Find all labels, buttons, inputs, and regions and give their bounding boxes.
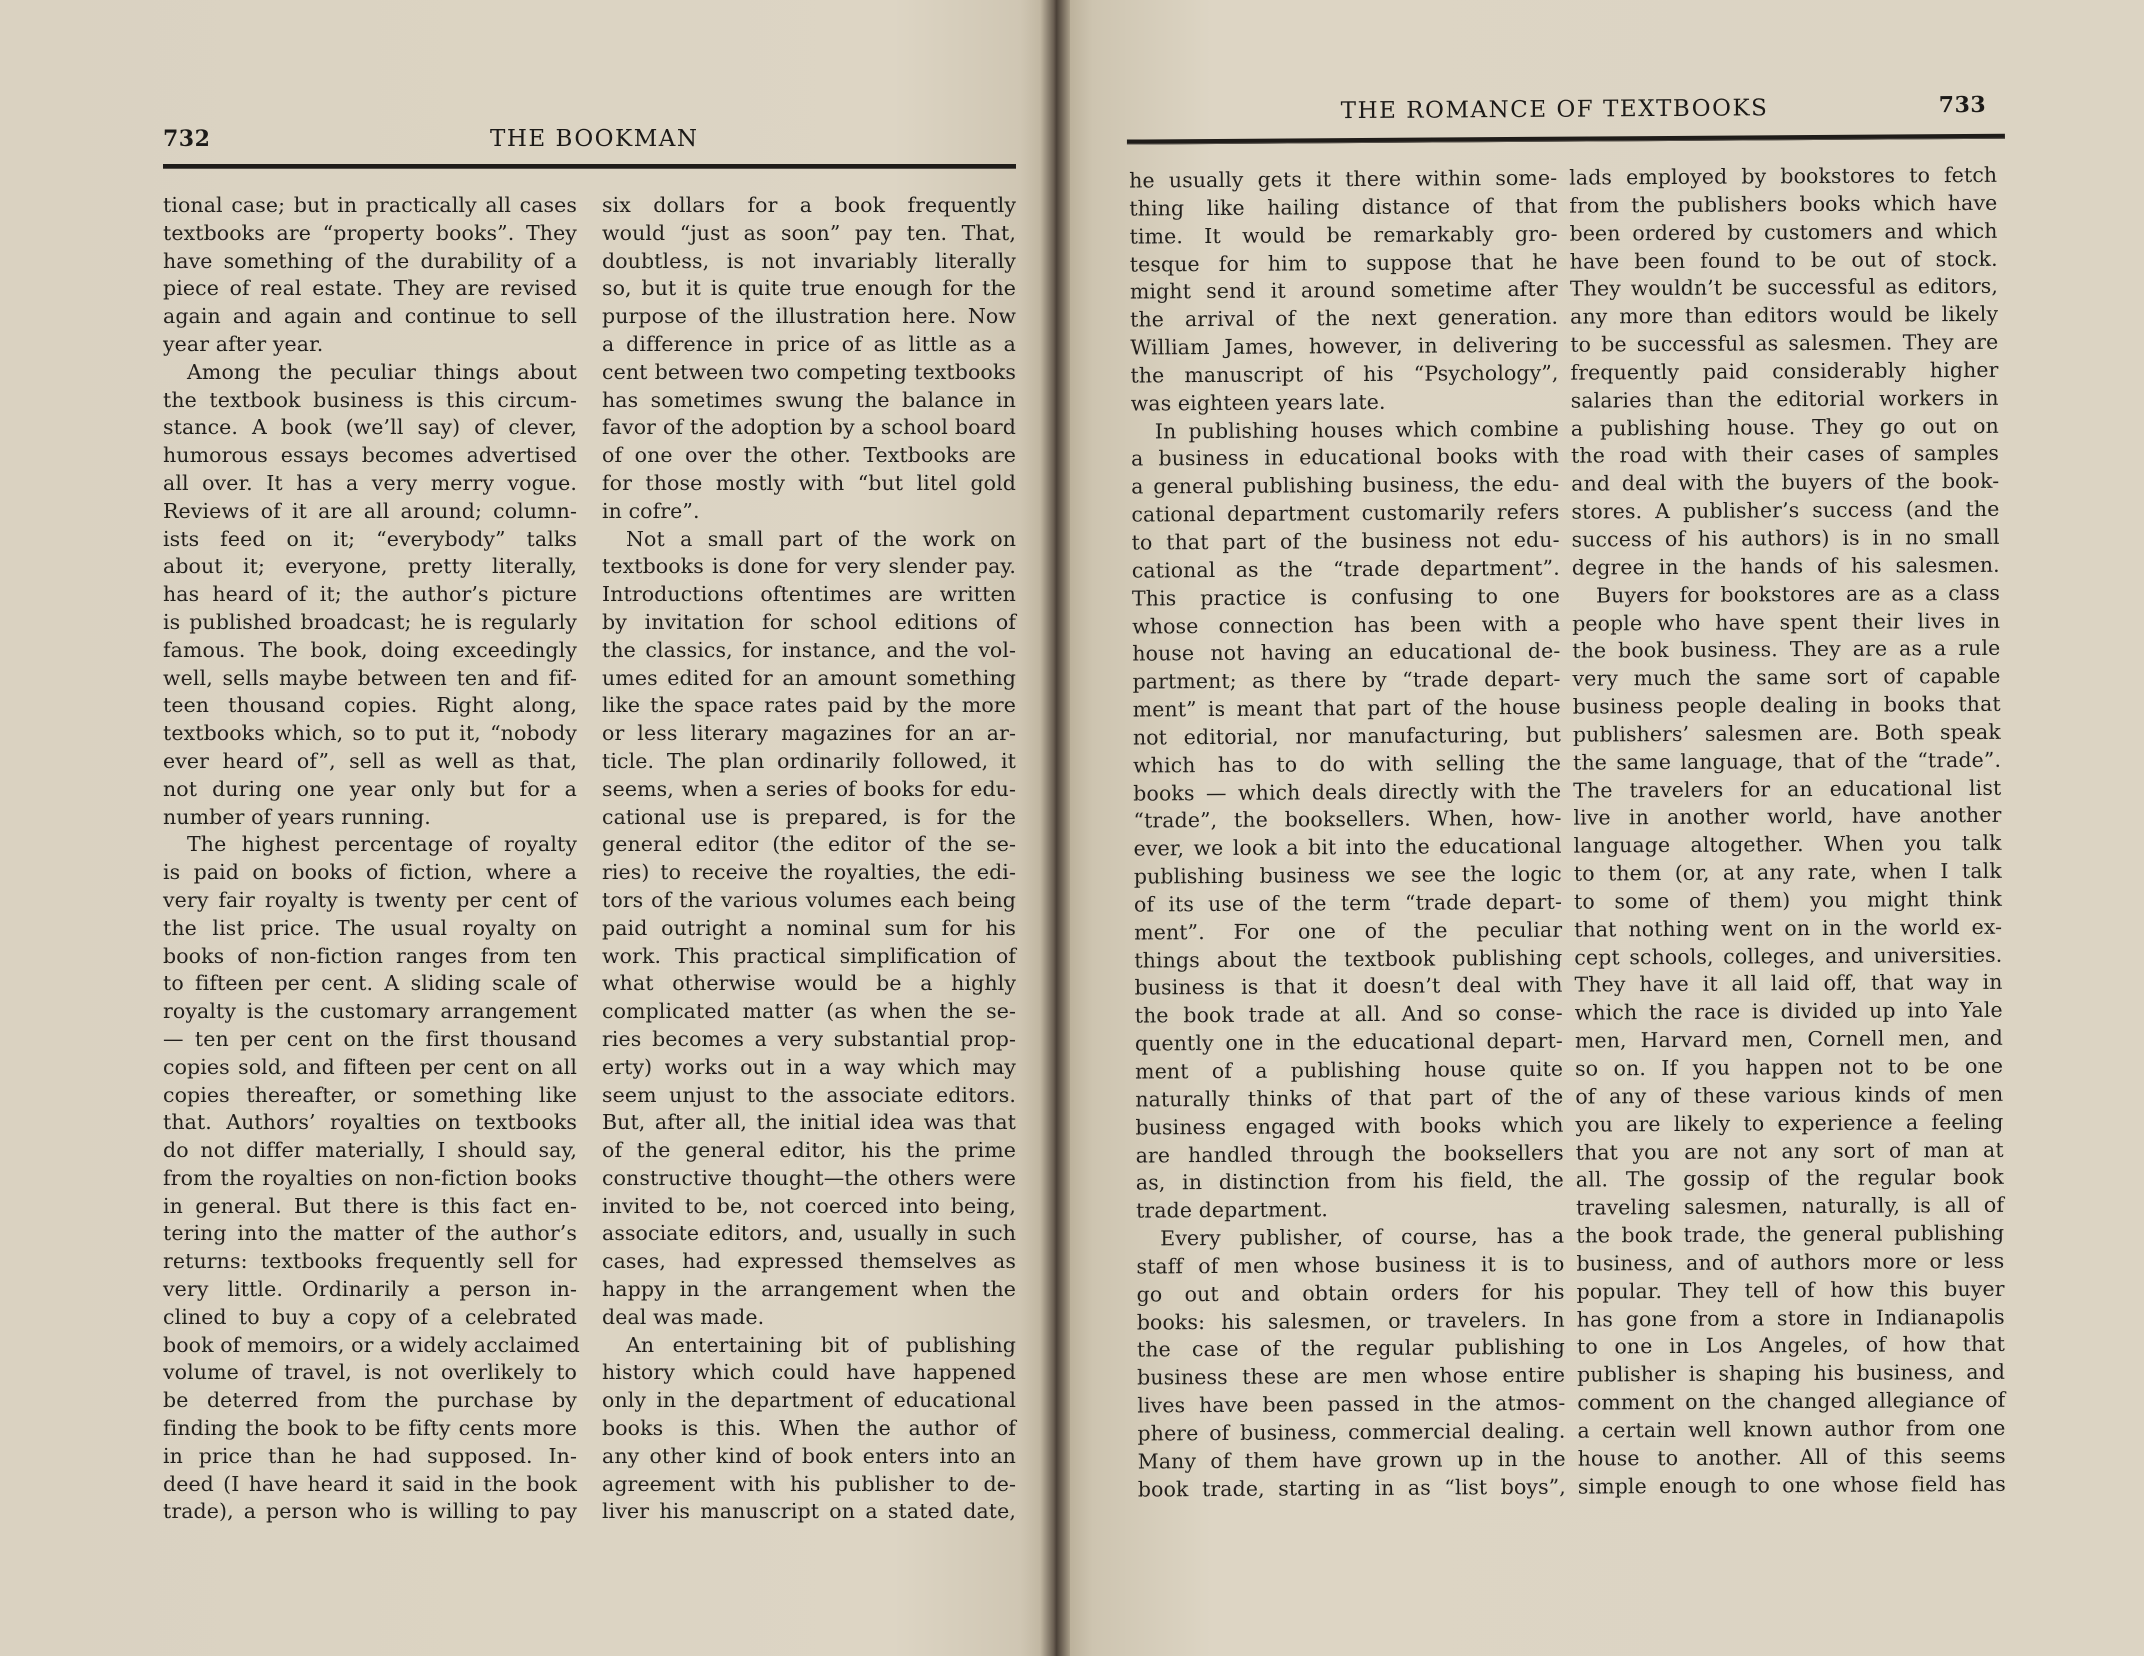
text-line: year after year. xyxy=(163,331,324,356)
right-header-rule xyxy=(1127,134,2005,145)
text-line: textbooks is done for very slender pay. xyxy=(602,554,1016,579)
text-line: publishers’ salesmen are. Both speak xyxy=(1572,719,2001,747)
text-line: a general publishing business, the edu- xyxy=(1131,471,1560,499)
text-line: business these are men whose entire xyxy=(1137,1362,1566,1390)
text-line: to one in Los Angeles, of how that xyxy=(1576,1332,2006,1360)
text-line: of one over the other. Textbooks are xyxy=(602,443,1016,468)
text-line: success of his authors) is in no small xyxy=(1571,524,2000,552)
left-column-1 xyxy=(163,192,580,1526)
text-line: complicated matter (as when the se- xyxy=(602,999,1016,1024)
text-line: popular. They tell of how this buyer xyxy=(1576,1276,2005,1304)
text-line: work. This practical simplification of xyxy=(602,943,1016,968)
text-line: that you are not any sort of man at xyxy=(1575,1137,2004,1165)
text-line: so on. If you happen not to be one xyxy=(1575,1053,2004,1081)
text-line: the classics, for instance, and the vol- xyxy=(602,637,1016,662)
text-line: stance. A book (we’ll say) of clever, xyxy=(163,415,577,440)
text-line: to fifteen per cent. A sliding scale of xyxy=(163,971,577,996)
text-line: as, in distinction from his field, the xyxy=(1135,1168,1564,1195)
text-line: of its use of the term “trade depart- xyxy=(1133,889,1563,917)
text-line: constructive thought—the others were xyxy=(602,1165,1016,1190)
text-line: any other kind of book enters into an xyxy=(602,1443,1016,1468)
text-line: famous. The book, doing exceedingly xyxy=(163,637,577,662)
text-line: book trade, starting in as “list boys”, xyxy=(1137,1474,1566,1502)
text-line: “trade”, the booksellers. When, how- xyxy=(1133,806,1562,833)
text-line: trade department. xyxy=(1135,1197,1329,1223)
text-line: piece of real estate. They are revised xyxy=(163,276,577,301)
text-line: Among the peculiar things about xyxy=(187,359,577,384)
text-line: men, Harvard men, Cornell men, and xyxy=(1574,1025,2003,1053)
text-line: cent between two competing textbooks xyxy=(602,359,1016,384)
text-line: But, after all, the initial idea was that xyxy=(602,1110,1016,1135)
text-line: ists feed on it; “everybody” talks xyxy=(163,526,577,551)
text-line: lives have been passed in the atmos- xyxy=(1137,1390,1566,1418)
text-line: ever heard of”, sell as well as that, xyxy=(163,748,577,773)
text-line: The highest percentage of royalty xyxy=(187,832,577,857)
text-line: a difference in price of as little as a xyxy=(602,331,1016,356)
text-line: for those mostly with “but litel gold xyxy=(602,470,1016,495)
text-line: ment”. For one of the peculiar xyxy=(1134,917,1563,945)
text-line: any more than editors would be likely xyxy=(1570,302,1999,329)
text-line: only in the department of educational xyxy=(602,1388,1016,1413)
text-line: cational use is prepared, is for the xyxy=(602,804,1016,829)
text-line: copies thereafter, or something like xyxy=(163,1082,577,1107)
text-line: Many of them have grown up in the xyxy=(1137,1446,1566,1474)
text-line: a publishing house. They go out on xyxy=(1570,413,1999,441)
text-line: might send it around sometime after xyxy=(1129,277,1559,304)
text-line: stores. A publisher’s success (and the xyxy=(1571,496,2000,524)
text-line: business, and of authors more or less xyxy=(1576,1248,2005,1276)
text-line: in price than he had supposed. In- xyxy=(163,1443,577,1468)
text-line: a business in educational books with xyxy=(1130,444,1560,471)
text-line: not during one year only but for a xyxy=(163,776,577,801)
text-line: lads employed by bookstores to fetch xyxy=(1569,162,1998,190)
text-line: books — which deals directly with the xyxy=(1133,778,1562,806)
text-line: finding the book to be fifty cents more xyxy=(163,1416,577,1441)
text-line: paid outright a nominal sum for his xyxy=(602,915,1016,940)
text-line: to that part of the business not edu- xyxy=(1131,527,1560,555)
right-column-1 xyxy=(1129,165,1566,1504)
text-line: Every publisher, of course, has a xyxy=(1160,1223,1565,1251)
text-line: six dollars for a book frequently xyxy=(602,193,1016,217)
text-line: They wouldn’t be successful as editors, xyxy=(1569,274,1998,301)
right-column-2 xyxy=(1569,162,2006,1501)
text-line: favor of the adoption by a school board xyxy=(602,415,1016,440)
text-line: staff of men whose business it is to xyxy=(1136,1251,1565,1279)
text-line: business is that it doesn’t deal with xyxy=(1134,973,1563,1000)
text-line: Reviews of it are all around; column- xyxy=(163,498,577,523)
text-line: doubtless, is not invariably literally xyxy=(602,248,1016,273)
text-line: are handled through the booksellers xyxy=(1135,1140,1564,1168)
text-line: erty) works out in a way which may xyxy=(602,1054,1016,1079)
text-line: that. Authors’ royalties on textbooks xyxy=(163,1110,577,1135)
text-line: language altogether. When you talk xyxy=(1573,831,2002,858)
text-line: liver his manuscript on a stated date, xyxy=(602,1499,1016,1524)
text-line: house to another. All of this seems xyxy=(1577,1443,2006,1471)
left-running-head: THE BOOKMAN xyxy=(490,126,699,152)
text-line: frequently paid considerably higher xyxy=(1570,357,1999,385)
text-line: traveling salesmen, naturally, is all of xyxy=(1575,1192,2005,1220)
text-line: returns: textbooks frequently sell for xyxy=(163,1249,577,1274)
text-line: tional case; but in practically all cases xyxy=(163,193,577,217)
text-line: books of non-fiction ranges from ten xyxy=(163,943,577,968)
text-line: umes edited for an amount something xyxy=(602,665,1016,690)
text-line: is paid on books of fiction, where a xyxy=(163,860,577,885)
text-line: all over. It has a very merry vogue. xyxy=(163,470,577,495)
text-line: business people dealing in books that xyxy=(1572,691,2001,719)
text-line: the book trade at all. And so conse- xyxy=(1134,1001,1563,1028)
text-line: comment on the changed allegiance of xyxy=(1577,1387,2006,1415)
text-line: has sometimes swung the balance in xyxy=(602,387,1016,412)
text-line: has heard of it; the author’s picture xyxy=(163,582,577,607)
text-line: humorous essays becomes advertised xyxy=(163,443,577,468)
text-line: have something of the durability of a xyxy=(163,248,577,273)
text-line: Buyers for bookstores are as a class xyxy=(1595,580,2001,608)
text-line: the arrival of the next generation. xyxy=(1130,304,1559,332)
text-line: which has to do with selling the xyxy=(1132,750,1562,778)
right-page-content xyxy=(1060,0,2144,1656)
text-line: very little. Ordinarily a person in- xyxy=(163,1277,577,1302)
text-line: history which could have happened xyxy=(602,1360,1016,1385)
text-line: partment; as there by “trade depart- xyxy=(1132,666,1561,694)
text-line: the book trade, the general publishing xyxy=(1576,1220,2005,1248)
left-column-2 xyxy=(602,192,1016,1526)
text-line: the road with their cases of samples xyxy=(1570,441,2000,469)
right-running-head: THE ROMANCE OF TEXTBOOKS xyxy=(1340,95,1769,125)
text-line: invited to be, not coerced into being, xyxy=(602,1193,1016,1218)
text-line: They have it all laid off, that way in xyxy=(1574,970,2003,998)
text-line: the list price. The usual royalty on xyxy=(163,915,577,940)
text-line: copies sold, and fifteen per cent on all xyxy=(163,1054,577,1079)
text-line: to them (or, at any rate, when I talk xyxy=(1573,858,2002,886)
text-line: house not having an educational de- xyxy=(1132,639,1561,666)
text-line: you are likely to experience a feeling xyxy=(1575,1109,2004,1137)
text-line: ries) to receive the royalties, the edi- xyxy=(602,860,1016,885)
text-line: very fair royalty is twenty per cent of xyxy=(163,887,577,912)
text-line: about it; everyone, pretty literally, xyxy=(163,554,577,579)
text-line: he usually gets it there within some- xyxy=(1129,165,1558,193)
left-header-rule xyxy=(163,164,1016,169)
text-line: to some of them) you might think xyxy=(1573,886,2003,914)
text-line: or less literary magazines for an ar- xyxy=(602,721,1016,746)
text-line: what otherwise would be a highly xyxy=(602,971,1016,996)
text-line: seems, when a series of books for edu- xyxy=(602,776,1016,801)
text-line: which the race is divided up into Yale xyxy=(1574,998,2003,1025)
text-line: naturally thinks of that part of the xyxy=(1135,1084,1564,1112)
text-line: have been found to be out of stock. xyxy=(1569,246,1998,274)
text-line: simple enough to one whose field has xyxy=(1577,1471,2006,1499)
text-line: degree in the hands of his salesmen. xyxy=(1571,552,2000,580)
text-line: in cofre”. xyxy=(602,498,700,523)
text-line: business engaged with books which xyxy=(1135,1112,1564,1140)
text-line: deed (I have heard it said in the book xyxy=(163,1471,577,1496)
text-line: of the general editor, his the prime xyxy=(602,1138,1016,1163)
text-line: ment of a publishing house quite xyxy=(1135,1056,1564,1084)
text-line: thing like hailing distance of that xyxy=(1129,193,1558,221)
text-line: from the royalties on non-fiction books xyxy=(163,1165,577,1190)
text-line: quently one in the educational depart- xyxy=(1134,1028,1563,1056)
text-line: so, but it is quite true enough for the xyxy=(602,276,1016,301)
text-line: ment” is meant that part of the house xyxy=(1132,694,1561,722)
text-line: to be successful as salesmen. They are xyxy=(1570,329,1999,357)
left-page xyxy=(0,0,1052,1656)
text-line: An entertaining bit of publishing xyxy=(626,1332,1016,1357)
text-line: Not a small part of the work on xyxy=(626,526,1016,551)
text-line: books is this. When the author of xyxy=(602,1416,1016,1441)
text-line: the case of the regular publishing xyxy=(1136,1335,1566,1362)
text-line: the same language, that of the “trade”. xyxy=(1572,747,2002,775)
left-page-number: 732 xyxy=(163,126,211,152)
text-line: deal was made. xyxy=(602,1304,765,1329)
text-line: Introductions oftentimes are written xyxy=(602,582,1016,607)
text-line: of any of these various kinds of men xyxy=(1575,1081,2004,1109)
text-line: well, sells maybe between ten and fif- xyxy=(163,665,577,690)
text-line: clined to buy a copy of a celebrated xyxy=(163,1304,577,1329)
text-line: ever, we look a bit into the educational xyxy=(1133,833,1562,861)
text-line: ticle. The plan ordinarily followed, it xyxy=(602,748,1016,773)
text-line: again and again and continue to sell xyxy=(163,304,577,329)
text-line: the textbook business is this circum- xyxy=(163,387,577,412)
text-line: agreement with his publisher to de- xyxy=(602,1471,1016,1496)
text-line: William James, however, in delivering xyxy=(1130,332,1559,360)
text-line: all. The gossip of the regular book xyxy=(1575,1165,2004,1192)
text-line: things about the textbook publishing xyxy=(1134,945,1563,973)
text-line: purpose of the illustration here. Now xyxy=(602,304,1016,329)
text-line: — ten per cent on the first thousand xyxy=(163,1026,577,1051)
text-line: the manuscript of his “Psychology”, xyxy=(1130,360,1559,388)
text-line: from the publishers books which have xyxy=(1569,190,1998,218)
text-line: live in another world, have another xyxy=(1573,803,2002,831)
text-line: This practice is confusing to one xyxy=(1131,583,1561,611)
text-line: is published broadcast; he is regularly xyxy=(163,609,577,634)
text-line: seem unjust to the associate editors. xyxy=(602,1082,1016,1107)
book-gutter xyxy=(1040,0,1070,1656)
text-line: like the space rates paid by the more xyxy=(602,693,1016,718)
text-line: in general. But there is this fact en- xyxy=(163,1193,577,1218)
right-page xyxy=(1060,0,2144,1656)
text-line: cational department customarily refers xyxy=(1131,499,1560,527)
text-line: by invitation for school editions of xyxy=(602,609,1016,634)
text-line: not editorial, nor manufacturing, but xyxy=(1132,722,1561,750)
text-line: cases, had expressed themselves as xyxy=(602,1249,1016,1274)
text-line: number of years running. xyxy=(163,804,431,829)
text-line: volume of travel, is not overlikely to xyxy=(163,1360,577,1385)
text-line: The travelers for an educational list xyxy=(1573,775,2002,803)
text-line: book of memoirs, or a widely acclaimed xyxy=(163,1332,580,1357)
text-line: associate editors, and, usually in such xyxy=(602,1221,1016,1246)
text-line: textbooks are “property books”. They xyxy=(163,220,577,245)
text-line: ries becomes a very substantial prop- xyxy=(602,1026,1016,1051)
text-line: cept schools, colleges, and universities. xyxy=(1574,942,2003,970)
text-line: tering into the matter of the author’s xyxy=(163,1221,577,1246)
text-line: go out and obtain orders for his xyxy=(1136,1279,1565,1307)
text-line: tors of the various volumes each being xyxy=(602,887,1016,912)
text-line: people who have spent their lives in xyxy=(1572,608,2001,636)
text-line: royalty is the customary arrangement xyxy=(163,999,577,1024)
text-line: was eighteen years late. xyxy=(1130,389,1386,416)
text-line: whose connection has been with a xyxy=(1132,611,1561,639)
right-page-number: 733 xyxy=(1938,91,1987,119)
text-line: publisher is shaping his business, and xyxy=(1577,1360,2006,1387)
text-line: be deterred from the purchase by xyxy=(163,1388,577,1413)
text-line: and deal with the buyers of the book- xyxy=(1571,469,2000,496)
text-line: teen thousand copies. Right along, xyxy=(163,693,577,718)
text-line: that nothing went on in the world ex- xyxy=(1574,914,2003,942)
text-line: would “just as soon” pay ten. That, xyxy=(602,220,1016,245)
text-line: been ordered by customers and which xyxy=(1569,218,1998,246)
text-line: cational as the “trade department”. xyxy=(1131,555,1560,583)
text-line: tesque for him to suppose that he xyxy=(1129,249,1558,277)
text-line: do not differ materially, I should say, xyxy=(163,1138,577,1163)
text-line: publishing business we see the logic xyxy=(1133,861,1562,889)
text-line: trade), a person who is willing to pay xyxy=(163,1499,577,1524)
text-line: very much the same sort of capable xyxy=(1572,663,2001,691)
text-line: textbooks which, so to put it, “nobody xyxy=(163,721,577,746)
text-line: books: his salesmen, or travelers. In xyxy=(1136,1307,1565,1335)
text-line: happy in the arrangement when the xyxy=(602,1277,1016,1302)
text-line: the book business. They are as a rule xyxy=(1572,636,2001,663)
text-line: phere of business, commercial dealing. xyxy=(1137,1418,1566,1446)
text-line: has gone from a store in Indianapolis xyxy=(1576,1304,2005,1332)
text-line: a certain well known author from one xyxy=(1577,1415,2006,1443)
text-line: In publishing houses which combine xyxy=(1154,416,1559,443)
text-line: time. It would be remarkably gro- xyxy=(1129,221,1558,249)
text-line: salaries than the editorial workers in xyxy=(1570,385,1999,413)
text-line: general editor (the editor of the se- xyxy=(602,832,1016,857)
